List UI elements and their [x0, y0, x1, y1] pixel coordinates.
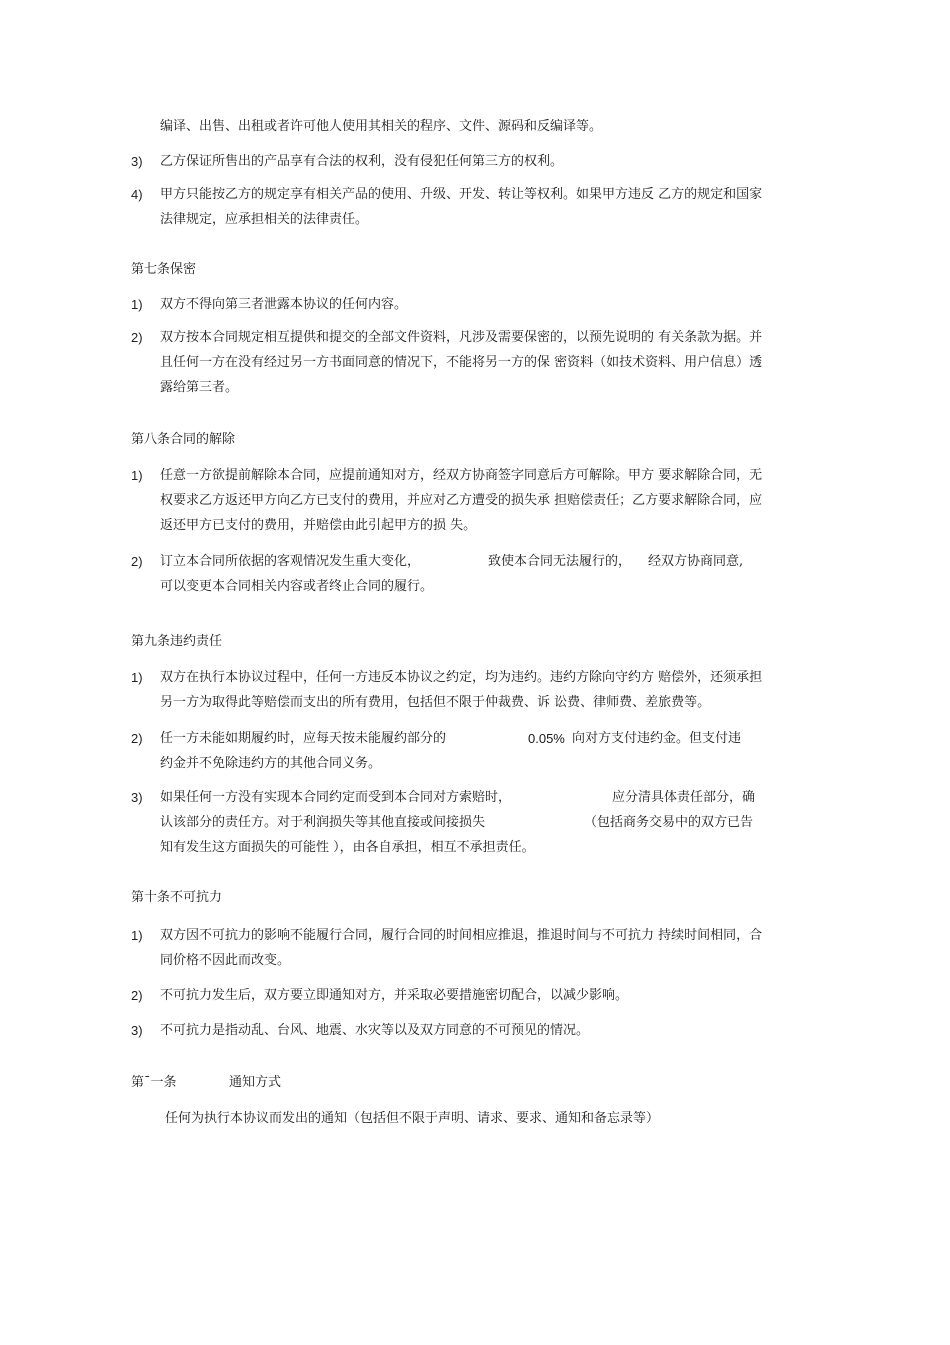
article-heading: 第七条保密 — [131, 262, 197, 277]
article-heading-title: 通知方式 — [229, 1075, 282, 1090]
list-item-text: 可以变更本合同相关内容或者终止合同的履行。 — [160, 579, 434, 594]
article-heading-number: 第ˉ一条 — [131, 1075, 177, 1090]
list-item-text: （包括商务交易中的双方已告 — [584, 815, 754, 830]
list-number: 2) — [131, 988, 143, 1003]
list-number: 3) — [131, 1023, 143, 1038]
list-item-text: 双方在执行本协议过程中，任何一方违反本协议之约定，均为违约。违约方除向守约方 赔偿外，还须承担 — [160, 670, 763, 685]
list-item-text: 任一方未能如期履约时，应每天按未能履约部分的 — [160, 731, 447, 746]
list-item-text: 订立本合同所依据的客观情况发生重大变化， — [160, 554, 421, 569]
list-item-text: 同价格不因此而改变。 — [160, 953, 291, 968]
list-item-text: 应分清具体责任部分，确 — [612, 790, 756, 805]
list-item-text: 不可抗力发生后，双方要立即通知对方，并采取必要措施密切配合，以减少影响。 — [160, 988, 629, 1003]
penalty-rate: 0.05% — [528, 731, 565, 746]
list-item-text: 权要求乙方返还甲方向乙方已支付的费用，并应对乙方遭受的损失承 担赔偿责任；乙方要求解除合同，应 — [160, 493, 763, 508]
list-item-text: 任意一方欲提前解除本合同，应提前通知对方，经双方协商签字同意后方可解除。甲方 要求解除合同，无 — [160, 468, 763, 483]
list-number: 1) — [131, 468, 143, 483]
list-item-text: 认该部分的责任方。对于利润损失等其他直接或间接损失 — [160, 815, 486, 830]
list-item-text: 甲方只能按乙方的规定享有相关产品的使用、升级、开发、转让等权利。如果甲方违反 乙方的规定和国家 — [160, 187, 763, 202]
list-number: 3) — [131, 790, 143, 805]
list-item-text: 致使本合同无法履行的， — [488, 554, 632, 569]
list-item-text: 双方按本合同规定相互提供和提交的全部文件资料，凡涉及需要保密的，以预先说明的 有关条款为据。并 — [160, 330, 763, 345]
list-number: 3) — [131, 154, 143, 169]
article-heading: 第九条违约责任 — [131, 634, 223, 649]
list-item-text: 法律规定，应承担相关的法律责任。 — [160, 212, 369, 227]
list-number: 2) — [131, 554, 143, 569]
list-item-text: 经双方协商同意, — [648, 554, 744, 569]
list-number: 2) — [131, 731, 143, 746]
paragraph-text: 任何为执行本协议而发出的通知（包括但不限于声明、请求、要求、通知和备忘录等） — [165, 1111, 660, 1126]
list-item-text: 返还甲方已支付的费用，并赔偿由此引起甲方的损 失。 — [160, 518, 477, 533]
list-item-text: 另一方为取得此等赔偿而支出的所有费用，包括但不限于仲裁费、诉 讼费、律师费、差旅费等。 — [160, 695, 711, 710]
paragraph-continuation: 编译、出售、出租或者许可他人使用其相关的程序、文件、源码和反编译等。 — [160, 119, 603, 134]
list-number: 2) — [131, 330, 143, 345]
list-item-text: 如果任何一方没有实现本合同约定而受到本合同对方索赔时， — [160, 790, 512, 805]
list-item-text: 且任何一方在没有经过另一方书面同意的情况下，不能将另一方的保 密资料（如技术资料、用户信息）透 — [160, 355, 763, 370]
article-heading: 第八条合同的解除 — [131, 432, 236, 447]
list-item-text: 知有发生这方面损失的可能性 ），由各自承担，相互不承担责任。 — [160, 840, 535, 855]
list-number: 1) — [131, 928, 143, 943]
list-number: 1) — [131, 670, 143, 685]
list-item-text: 约金并不免除违约方的其他合同义务。 — [160, 756, 382, 771]
list-item-text: 双方因不可抗力的影响不能履行合同，履行合同的时间相应推退，推退时间与不可抗力 持续时间相同，合 — [160, 928, 763, 943]
list-item-text: 乙方保证所售出的产品享有合法的权利，没有侵犯任何第三方的权利。 — [160, 154, 564, 169]
list-number: 1) — [131, 297, 143, 312]
article-heading: 第十条不可抗力 — [131, 890, 223, 905]
list-item-text: 不可抗力是指动乱、台风、地震、水灾等以及双方同意的不可预见的情况。 — [160, 1023, 590, 1038]
list-item-text: 露给第三者。 — [160, 380, 239, 395]
list-item-text: 向对方支付违约金。但支付违 — [572, 731, 742, 746]
list-item-text: 双方不得向第三者泄露本协议的任何内容。 — [160, 297, 408, 312]
list-number: 4) — [131, 187, 143, 202]
